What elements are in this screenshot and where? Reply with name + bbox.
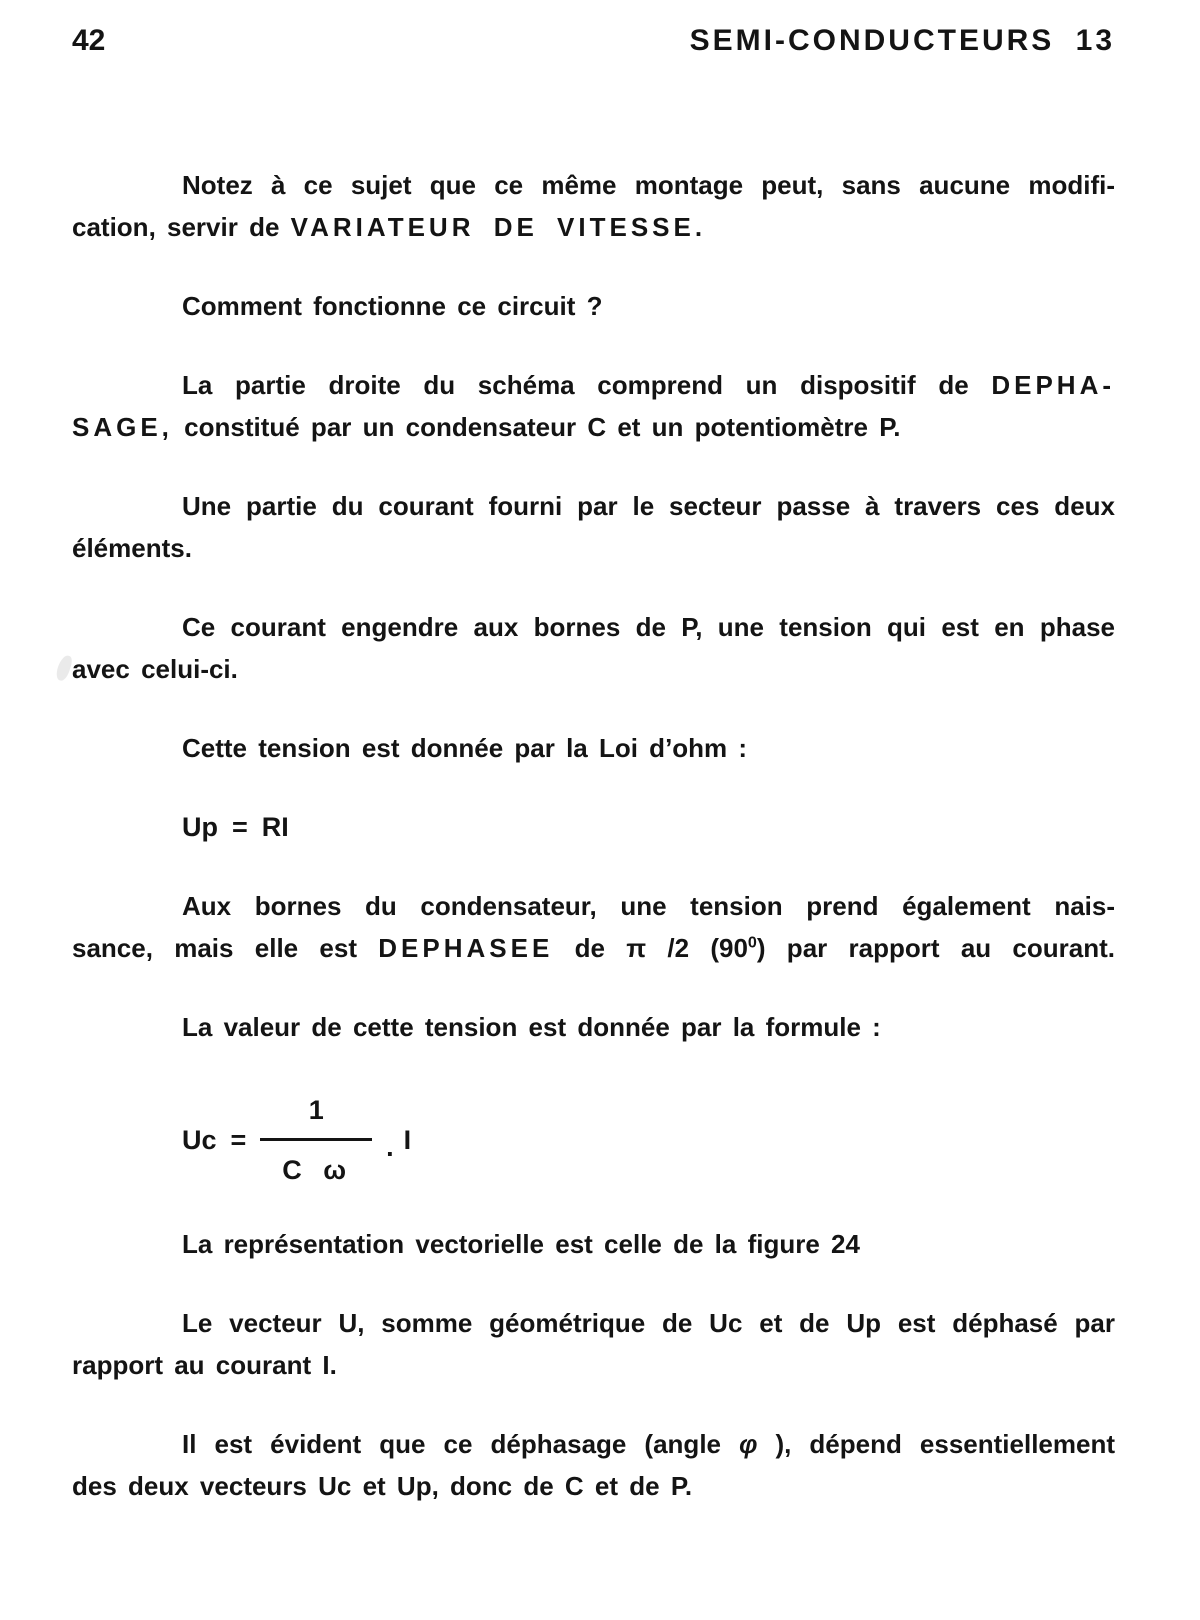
multiplication-dot: . — [386, 1132, 394, 1162]
formula-rhs: RI — [261, 812, 289, 842]
paragraph-courant-secteur — [72, 485, 1115, 569]
paragraph-condensateur — [72, 885, 1115, 969]
paragraph-dephasage — [72, 364, 1115, 448]
page-content — [72, 164, 1115, 1507]
formula-up-ri — [72, 806, 1115, 848]
text-line: La valeur de cette tension est donnée par la formule : — [182, 1012, 881, 1042]
text-line: Il est évident que ce déphasage (angle φ ), dépend essentiellement — [182, 1429, 1115, 1459]
emphasis-caps: VARIATEUR DE VITESSE. — [290, 212, 707, 242]
text-line: Comment fonctionne ce circuit ? — [182, 291, 603, 321]
formula-uc — [72, 1085, 1115, 1195]
superscript-zero: 0 — [747, 933, 757, 952]
text-line: Ce courant engendre aux bornes de P, une tension qui est en phase — [182, 612, 1115, 642]
text-line: cation, servir de VARIATEUR DE VITESSE. — [72, 212, 707, 242]
emphasis-caps: DEPHASEE — [378, 933, 554, 963]
text-line: Notez à ce sujet que ce même montage peut, sans aucune modifi- — [182, 170, 1115, 200]
text-line: éléments. — [72, 533, 192, 563]
formula-lhs: Uc — [182, 1125, 217, 1155]
equals-sign: = — [230, 1125, 247, 1155]
text-line: avec celui-ci. — [72, 654, 238, 684]
paragraph-notez — [72, 164, 1115, 248]
text-line: La partie droite du schéma comprend un dispositif de DEPHA- — [182, 370, 1115, 400]
page-number: 42 — [72, 24, 106, 57]
text-line: SAGE, constitué par un condensateur C et un potentiomètre P. — [72, 412, 901, 442]
scan-smudge — [54, 654, 73, 682]
fraction-numerator: 1 — [308, 1095, 324, 1125]
paragraph-valeur-formule — [72, 1006, 1115, 1048]
paragraph-tension-phase — [72, 606, 1115, 690]
paragraph-angle-phi — [72, 1423, 1115, 1507]
emphasis-caps: DEPHA- — [991, 370, 1115, 400]
fraction-denominator: C ω — [260, 1138, 372, 1191]
text-line: La représentation vectorielle est celle de la figure 24 — [182, 1229, 860, 1259]
paragraph-representation — [72, 1223, 1115, 1265]
paragraph-comment — [72, 285, 1115, 327]
text-line: Cette tension est donnée par la Loi d’ohm : — [182, 733, 748, 763]
text-line: des deux vecteurs Uc et Up, donc de C et de P. — [72, 1471, 693, 1501]
text-line: Le vecteur U, somme géométrique de Uc et de Up est déphasé par — [182, 1308, 1115, 1338]
running-header — [72, 24, 1115, 58]
formula-lhs: Up — [182, 812, 218, 842]
formula-operand: I — [403, 1125, 412, 1155]
running-title: SEMI-CONDUCTEURS 13 — [689, 24, 1115, 57]
paragraph-vecteur-u — [72, 1302, 1115, 1386]
text-line: Une partie du courant fourni par le secteur passe à travers ces deux — [182, 491, 1115, 521]
paragraph-loi-ohm — [72, 727, 1115, 769]
equals-sign: = — [232, 812, 248, 842]
fraction — [260, 1089, 372, 1191]
phi-symbol: φ — [739, 1429, 758, 1459]
text-line: rapport au courant I. — [72, 1350, 337, 1380]
text-line: sance, mais elle est DEPHASEE de π /2 $(90^0)$ par rapport au courant. — [72, 933, 1115, 963]
emphasis-caps: SAGE, — [72, 412, 173, 442]
text-line: Aux bornes du condensateur, une tension prend également nais- — [182, 891, 1115, 921]
